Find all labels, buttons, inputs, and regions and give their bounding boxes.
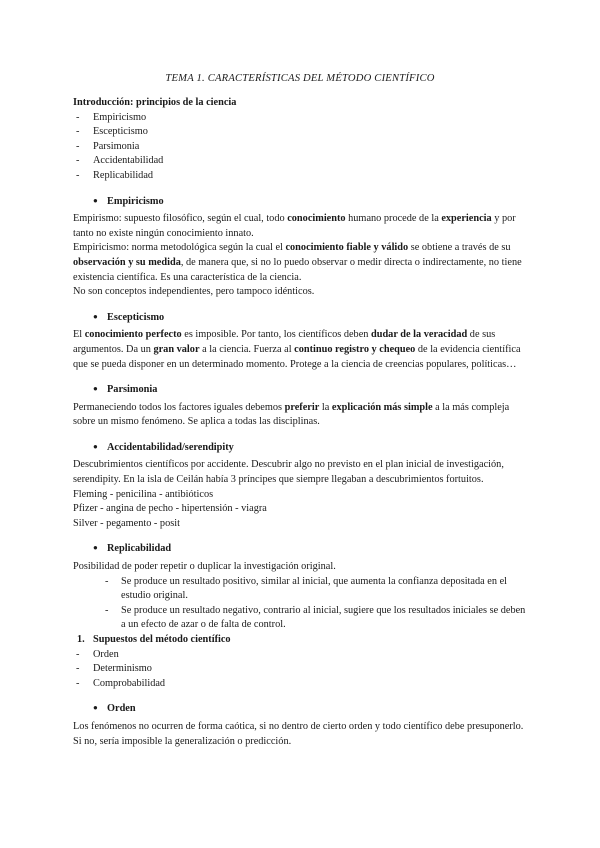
example-line: Fleming - penicilina - antibióticos <box>73 488 214 500</box>
list-item: - Escepticismo <box>73 125 531 140</box>
bullet-icon: ● <box>93 311 98 321</box>
replication-results-list <box>73 575 531 633</box>
numbered-heading-supuestos <box>73 633 531 648</box>
list-item: - Determinismo <box>73 662 531 677</box>
paragraph: El conocimiento perfecto es imposible. Por tanto, los científicos deben dudar de la veracidad de sus argumentos. Da un gran valor a la ciencia. Fuerza al continuo registro y chequeo de la evidencia científica que se pueda disponer en un determinado momento. Protege a la ciencia de creencias populares, políticas… <box>73 329 521 370</box>
paragraph: Los fenómenos no ocurren de forma caótica, si no dentro de cierto orden y todo científico debe presuponerlo. Si no, sería imposible la generalización o predicción. <box>73 720 524 747</box>
paragraph: Empirismo: supuesto filosófico, según el cual, todo conocimiento humano procede de la experiencia y por tanto no existe ningún conocimiento innato. <box>73 213 516 239</box>
paragraph: Empiricismo: norma metodológica según la cual el conocimiento fiable y válido se obtiene a través de su observación y su medida, de manera que, si no lo puedo observar o medir directa o indirectamente, no tiene existencia científica. Es una característica de la ciencia. <box>73 242 522 283</box>
list-item: - Se produce un resultado negativo, contrario al inicial, sugiere que los resultados iniciales se deben a un efecto de azar o de falta de control. <box>105 604 531 633</box>
section-heading-text: Accidentabilidad/serendipity <box>107 441 234 453</box>
list-item: - Parsimonia <box>73 140 531 155</box>
bullet-icon: ● <box>93 384 98 394</box>
bullet-icon: ● <box>93 195 98 205</box>
paragraph: Descubrimientos científicos por accidente. Descubrir algo no previsto en el plan inicial de investigación, serendipity. En la isla de Ceilán había 3 príncipes que siempre llegaban a descubrimientos fortuitos. <box>73 459 504 486</box>
page-title: TEMA 1. CARACTERÍSTICAS DEL MÉTODO CIENTÍFICO <box>165 73 435 84</box>
document-body <box>73 96 531 749</box>
heading-number: 1. <box>77 634 85 645</box>
section-heading-orden <box>73 701 531 717</box>
section-heading-text: Empiricismo <box>107 195 164 207</box>
section-heading-accidentabilidad <box>73 440 531 456</box>
list-item: - Empiricismo <box>73 111 531 126</box>
assumptions-list <box>73 648 531 692</box>
paragraph: Permaneciendo todos los factores iguales debemos preferir la explicación más simple a la más compleja sobre un mismo fenómeno. Se aplica a todas las disciplinas. <box>73 401 510 428</box>
section-heading-parsimonia <box>73 382 531 398</box>
paragraph: No son conceptos independientes, pero tampoco idénticos. <box>73 286 315 298</box>
list-item: - Orden <box>73 648 531 663</box>
section-heading-empiricismo <box>73 194 531 210</box>
bullet-icon: ● <box>93 703 98 713</box>
section-heading-replicabilidad <box>73 541 531 557</box>
example-line: Pfizer - angina de pecho - hipertensión - viagra <box>73 503 267 515</box>
bullet-icon: ● <box>93 441 98 451</box>
intro-heading: Introducción: principios de la ciencia <box>73 97 237 108</box>
example-line: Silver - pegamento - posit <box>73 517 180 529</box>
section-heading-text: Orden <box>107 703 136 715</box>
section-heading-escepticismo <box>73 310 531 326</box>
section-heading-text: Escepticismo <box>107 311 165 323</box>
list-item: - Replicabilidad <box>73 169 531 184</box>
list-item: - Comprobabilidad <box>73 677 531 692</box>
list-item: - Accidentabilidad <box>73 154 531 169</box>
principles-list <box>73 111 531 184</box>
heading-text: Supuestos del método científico <box>93 634 231 645</box>
list-item: - Se produce un resultado positivo, similar al inicial, que aumenta la confianza depositada en el estudio original. <box>105 575 531 604</box>
bullet-icon: ● <box>93 543 98 553</box>
paragraph: Posibilidad de poder repetir o duplicar la investigación original. <box>73 561 336 573</box>
section-heading-text: Parsimonia <box>107 384 158 396</box>
section-heading-text: Replicabilidad <box>107 543 172 555</box>
